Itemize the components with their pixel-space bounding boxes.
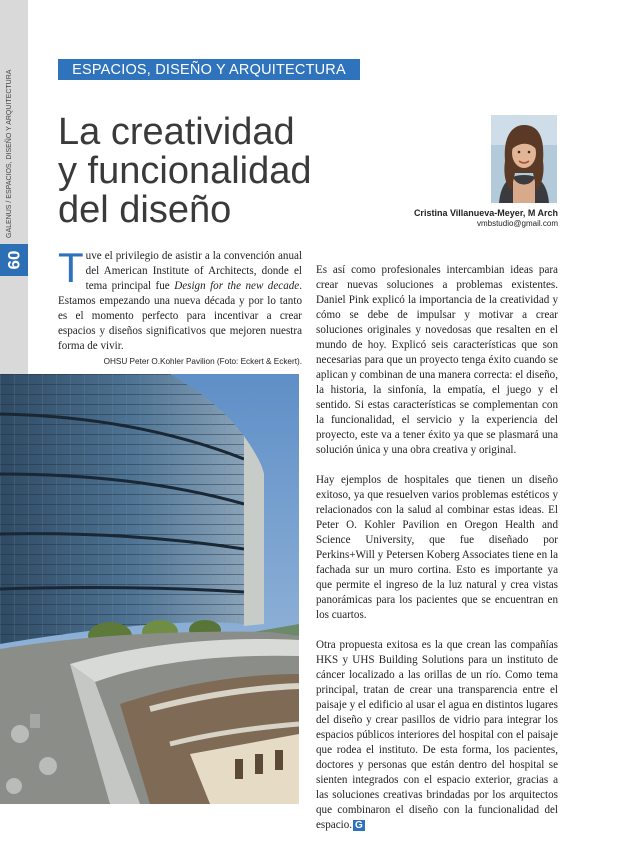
body-paragraph-1: Es así como profesionales intercambian ideas para crear nuevas soluciones a problemas existentes. Daniel Pink explicó la importancia de la creatividad y cómo se debe de impulsar y motivar a crear soluciones originales y novedosas que resalten en el mundo de hoy. Explicó seis características que son necesarias para que un proyecto tenga éxito cuando se aplican y combinan de una manera correcta: el diseño, la historia, la sinfonía, la empatía, el juego y el sentido. Si estas características se complementan con la funcionalidad, el servicio y la experiencia del proyecto, este va a tener éxito ya que se plasmará una solución única y una obra creativa y original.: [316, 264, 558, 456]
page-number: 60: [0, 244, 28, 276]
title-line-1: La creatividad: [58, 111, 295, 153]
intro-paragraph: Tuve el privilegio de asistir a la convención anual del American Institute of Architects, donde el tema principal fue Design for the new decade. Estamos empezando una nueva década y por lo tanto es el momento perfecto para incentivar a crear espacios y diseños significativos que mejoren nuestra forma de vivir.: [58, 244, 302, 352]
author-photo: [491, 115, 557, 203]
drop-cap: T: [58, 244, 84, 291]
article-title: [58, 113, 358, 230]
author-name: Cristina Villanueva-Meyer, M Arch: [413, 208, 558, 218]
author-email: vmbstudio@gmail.com: [476, 219, 558, 228]
building-photo: [0, 374, 299, 804]
end-mark: G: [355, 820, 363, 831]
title-line-2: y funcionalidad: [58, 150, 312, 192]
photo-caption: OHSU Peter O.Kohler Pavilion (Foto: Eckert & Eckert).: [103, 357, 302, 366]
body-paragraph-2: Hay ejemplos de hospitales que tienen un diseño exitoso, ya que resuelven varios problemas estéticos y relacionados con la salud al combinar estas ideas. El Peter O. Kohler Pavilion en Oregon Health and Science University, que fue diseñado por Perkins+Will y Petersen Koberg Associates tiene en la fachada sur un muro cortina. Esto es importante ya que permite el ingreso de la luz natural y crea vistas panorámicas para los pacientes que se encuentran en los cuartos.: [316, 474, 558, 621]
title-line-3: del diseño: [58, 189, 232, 231]
body-paragraph-3: Otra propuesta exitosa es la que crean las compañías HKS y UHS Building Solutions para un instituto de cáncer localizado a las orillas de un río. Como tema principal, tratan de crear una transparencia entre el paisaje y el edificio al usar el agua en distintos lugares del diseño y crear pasillos de vidrio para integrar los espacios públicos interiores del hospital con el paisaje que rodea el instituto. De esta forma, los pacientes, doctores y personas que están dentro del hospital se sienten integrados con el espacio exterior, gracias a las soluciones creativas brindadas por los arquitectos que combinaron el diseño con la funcionalidad del espacio. G: [316, 639, 558, 831]
section-banner: ESPACIOS, DISEÑO Y ARQUITECTURA: [58, 59, 360, 80]
body-column-right: [316, 263, 558, 848]
